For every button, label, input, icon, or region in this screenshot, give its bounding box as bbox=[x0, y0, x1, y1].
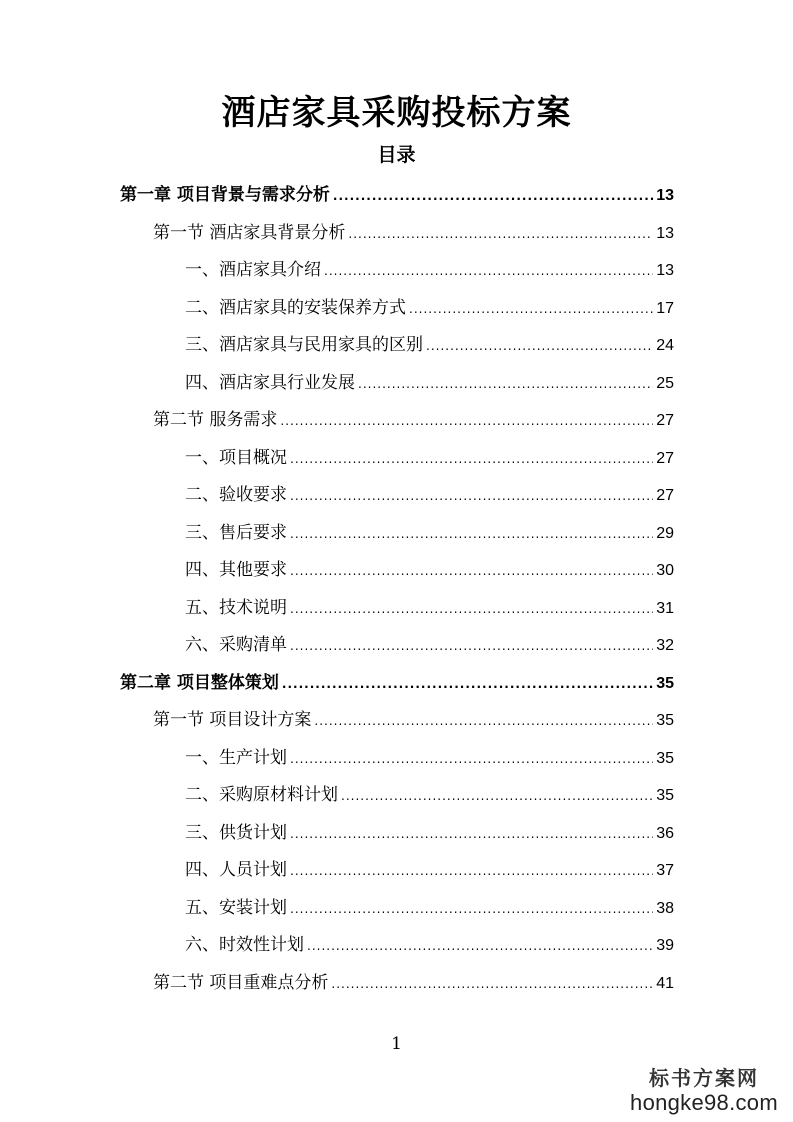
toc-dot-leader bbox=[324, 256, 653, 286]
toc-dot-leader bbox=[290, 856, 653, 886]
toc-entry-page: 24 bbox=[656, 337, 674, 354]
document-title: 酒店家具采购投标方案 bbox=[221, 93, 572, 133]
toc-entry-label: 三、酒店家具与民用家具的区别 bbox=[185, 335, 423, 355]
toc-entry-page: 29 bbox=[656, 524, 674, 542]
toc-entry-label: 四、酒店家具行业发展 bbox=[185, 372, 355, 393]
toc-dot-leader bbox=[331, 969, 653, 999]
toc-dot-leader bbox=[426, 331, 653, 361]
toc-dot-leader bbox=[341, 781, 653, 811]
toc-entry-page: 37 bbox=[656, 862, 674, 879]
toc-dot-leader bbox=[290, 594, 653, 624]
toc-entry[interactable] bbox=[185, 255, 674, 285]
watermark-logo bbox=[629, 1066, 779, 1116]
toc-entry-page: 39 bbox=[656, 937, 674, 954]
toc-entry-label: 三、供货计划 bbox=[185, 822, 287, 843]
toc-entry[interactable] bbox=[185, 818, 674, 848]
toc-entry-label: 二、采购原材料计划 bbox=[185, 785, 338, 805]
toc-dot-leader bbox=[290, 481, 653, 511]
toc-entry-page: 35 bbox=[656, 674, 674, 692]
toc-entry[interactable] bbox=[153, 218, 674, 248]
toc-entry[interactable] bbox=[120, 668, 674, 698]
toc-entry[interactable] bbox=[185, 780, 674, 810]
toc-entry-label: 一、生产计划 bbox=[185, 747, 287, 768]
toc-heading: 目录 bbox=[377, 144, 416, 166]
toc-entry[interactable] bbox=[185, 293, 674, 323]
toc-entry[interactable] bbox=[185, 930, 674, 960]
toc-dot-leader bbox=[290, 444, 653, 474]
toc-entry-page: 13 bbox=[656, 262, 674, 279]
toc-entry-label: 五、技术说明 bbox=[185, 597, 287, 618]
toc-entry-label: 四、其他要求 bbox=[185, 560, 287, 580]
toc-entry[interactable] bbox=[185, 855, 674, 885]
toc-entry-label: 一、项目概况 bbox=[185, 447, 287, 468]
toc-dot-leader bbox=[290, 744, 653, 774]
toc-entry-label: 三、售后要求 bbox=[185, 522, 287, 543]
toc-entry-page: 36 bbox=[656, 824, 674, 842]
toc-dot-leader bbox=[358, 369, 653, 399]
toc-dot-leader bbox=[282, 669, 653, 699]
toc-entry-page: 35 bbox=[656, 787, 674, 804]
toc-entry[interactable] bbox=[120, 180, 674, 210]
toc-entry[interactable] bbox=[185, 443, 674, 473]
toc-dot-leader bbox=[333, 181, 653, 211]
toc-entry-page: 13 bbox=[656, 187, 674, 204]
toc-entry[interactable] bbox=[153, 705, 674, 735]
toc-entry-page: 35 bbox=[656, 749, 674, 767]
watermark-name: 标书方案网 bbox=[649, 1066, 759, 1090]
toc-entry[interactable] bbox=[185, 893, 674, 923]
toc-entry-label: 第一节 项目设计方案 bbox=[153, 710, 312, 730]
toc-entry-label: 第二节 项目重难点分析 bbox=[153, 972, 329, 993]
toc-entry-page: 30 bbox=[656, 562, 674, 579]
toc-entry-label: 第二节 服务需求 bbox=[153, 410, 278, 430]
toc-entry-page: 25 bbox=[656, 374, 674, 392]
toc-entry-page: 17 bbox=[656, 299, 674, 317]
toc-entry[interactable] bbox=[185, 593, 674, 623]
toc-entry-page: 27 bbox=[656, 412, 674, 429]
toc-entry-label: 第一章 项目背景与需求分析 bbox=[120, 185, 330, 205]
toc-entry-label: 第二章 项目整体策划 bbox=[120, 672, 279, 693]
toc-entry[interactable] bbox=[185, 330, 674, 360]
toc-entry[interactable] bbox=[185, 480, 674, 510]
toc-entry[interactable] bbox=[185, 630, 674, 660]
toc-dot-leader bbox=[290, 631, 653, 661]
toc-dot-leader bbox=[314, 706, 653, 736]
toc-entry[interactable] bbox=[153, 968, 674, 998]
toc-entry-label: 二、验收要求 bbox=[185, 485, 287, 505]
toc-entry-page: 35 bbox=[656, 712, 674, 729]
toc-dot-leader bbox=[290, 894, 653, 924]
toc-entry-page: 13 bbox=[656, 224, 674, 242]
toc-entry-label: 一、酒店家具介绍 bbox=[185, 260, 321, 280]
toc-entry[interactable] bbox=[185, 555, 674, 585]
toc-entry-label: 六、时效性计划 bbox=[185, 935, 304, 955]
toc-dot-leader bbox=[280, 406, 653, 436]
toc-entry-page: 41 bbox=[656, 974, 674, 992]
toc-entry-page: 32 bbox=[656, 637, 674, 654]
toc-entry-label: 第一节 酒店家具背景分析 bbox=[153, 222, 346, 243]
toc-entry[interactable] bbox=[153, 405, 674, 435]
toc-entry[interactable] bbox=[185, 368, 674, 398]
toc-entry-label: 五、安装计划 bbox=[185, 897, 287, 918]
toc-entry-page: 27 bbox=[656, 449, 674, 467]
page-number: 1 bbox=[391, 1034, 402, 1054]
toc-dot-leader bbox=[290, 519, 653, 549]
toc-dot-leader bbox=[409, 294, 653, 324]
toc-entry-page: 38 bbox=[656, 899, 674, 917]
toc-dot-leader bbox=[348, 219, 653, 249]
toc-dot-leader bbox=[290, 556, 653, 586]
toc-dot-leader bbox=[307, 931, 653, 961]
toc-entry[interactable] bbox=[185, 518, 674, 548]
toc-entry-label: 六、采购清单 bbox=[185, 635, 287, 655]
toc-entry-label: 二、酒店家具的安装保养方式 bbox=[185, 297, 406, 318]
toc-entry-page: 31 bbox=[656, 599, 674, 617]
watermark-url: hongke98.com bbox=[630, 1090, 778, 1115]
toc-entry[interactable] bbox=[185, 743, 674, 773]
toc-entry-page: 27 bbox=[656, 487, 674, 504]
toc-entry-label: 四、人员计划 bbox=[185, 860, 287, 880]
toc-dot-leader bbox=[290, 819, 653, 849]
